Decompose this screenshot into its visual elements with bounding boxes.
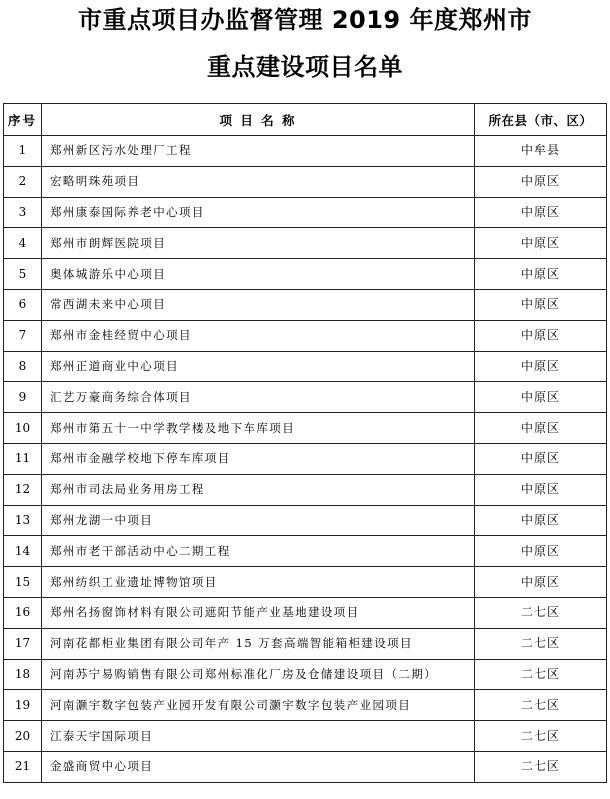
row-index: 10 [4, 413, 42, 444]
table-row [4, 721, 607, 752]
row-county: 中原区 [475, 567, 607, 598]
row-county: 中原区 [475, 166, 607, 197]
table-row [4, 751, 607, 782]
row-county: 二七区 [475, 690, 607, 721]
row-project-name: 汇艺万豪商务综合体项目 [42, 382, 475, 413]
table-row [4, 628, 607, 659]
table-row [4, 351, 607, 382]
row-project-name: 宏略明珠苑项目 [42, 166, 475, 197]
header-index: 序号 [4, 104, 42, 136]
row-county: 中原区 [475, 474, 607, 505]
row-county: 中原区 [475, 197, 607, 228]
title-line-2: 重点建设项目名单 [207, 53, 403, 81]
row-index: 8 [4, 351, 42, 382]
table-row [4, 320, 607, 351]
table-row [4, 382, 607, 413]
table-row [4, 413, 607, 444]
table-row [4, 567, 607, 598]
row-project-name: 郑州市司法局业务用房工程 [42, 474, 475, 505]
row-county: 中原区 [475, 443, 607, 474]
table-row [4, 136, 607, 167]
row-index: 5 [4, 259, 42, 290]
row-index: 9 [4, 382, 42, 413]
row-index: 7 [4, 320, 42, 351]
project-table [3, 103, 607, 783]
table-row [4, 443, 607, 474]
row-project-name: 郑州纺织工业遗址博物馆项目 [42, 567, 475, 598]
row-county: 二七区 [475, 659, 607, 690]
table-row [4, 505, 607, 536]
title-line-1: 市重点项目办监督管理 2019 年度郑州市 [77, 6, 532, 34]
table-row [4, 197, 607, 228]
row-project-name: 郑州新区污水处理厂工程 [42, 136, 475, 167]
row-county: 二七区 [475, 628, 607, 659]
row-index: 1 [4, 136, 42, 167]
row-project-name: 金盛商贸中心项目 [42, 751, 475, 782]
row-index: 6 [4, 289, 42, 320]
table-row [4, 289, 607, 320]
row-index: 18 [4, 659, 42, 690]
row-county: 中原区 [475, 320, 607, 351]
header-row [4, 104, 607, 136]
row-index: 11 [4, 443, 42, 474]
header-project-name: 项 目 名 称 [42, 104, 475, 136]
row-project-name: 奥体城游乐中心项目 [42, 259, 475, 290]
table-row [4, 597, 607, 628]
row-county: 中原区 [475, 289, 607, 320]
row-index: 13 [4, 505, 42, 536]
row-project-name: 郑州名扬窗饰材料有限公司遮阳节能产业基地建设项目 [42, 597, 475, 628]
row-project-name: 郑州市朗辉医院项目 [42, 228, 475, 259]
row-county: 二七区 [475, 597, 607, 628]
table-row [4, 659, 607, 690]
row-county: 二七区 [475, 721, 607, 752]
row-project-name: 郑州市金桂经贸中心项目 [42, 320, 475, 351]
row-index: 17 [4, 628, 42, 659]
row-index: 3 [4, 197, 42, 228]
table-row [4, 474, 607, 505]
row-project-name: 河南花都柜业集团有限公司年产 15 万套高端智能箱柜建设项目 [42, 628, 475, 659]
row-project-name: 郑州市第五十一中学教学楼及地下车库项目 [42, 413, 475, 444]
row-county: 中牟县 [475, 136, 607, 167]
row-project-name: 河南灏宇数字包装产业园开发有限公司灏宇数字包装产业园项目 [42, 690, 475, 721]
row-project-name: 江泰天宇国际项目 [42, 721, 475, 752]
row-county: 中原区 [475, 505, 607, 536]
row-index: 21 [4, 751, 42, 782]
row-index: 19 [4, 690, 42, 721]
row-index: 2 [4, 166, 42, 197]
table-row [4, 166, 607, 197]
row-index: 14 [4, 536, 42, 567]
header-county: 所在县（市、区） [475, 104, 607, 136]
row-county: 二七区 [475, 751, 607, 782]
row-index: 4 [4, 228, 42, 259]
row-project-name: 郑州龙湖一中项目 [42, 505, 475, 536]
table-row [4, 536, 607, 567]
row-project-name: 郑州市老干部活动中心二期工程 [42, 536, 475, 567]
row-project-name: 常西湖未来中心项目 [42, 289, 475, 320]
row-county: 中原区 [475, 382, 607, 413]
row-project-name: 河南苏宁易购销售有限公司郑州标准化厂房及仓储建设项目（二期） [42, 659, 475, 690]
row-county: 中原区 [475, 413, 607, 444]
table-header [4, 104, 607, 136]
row-index: 12 [4, 474, 42, 505]
row-county: 中原区 [475, 536, 607, 567]
row-county: 中原区 [475, 351, 607, 382]
table-row [4, 690, 607, 721]
row-index: 15 [4, 567, 42, 598]
row-county: 中原区 [475, 259, 607, 290]
table-row [4, 228, 607, 259]
table-row [4, 259, 607, 290]
row-project-name: 郑州康泰国际养老中心项目 [42, 197, 475, 228]
row-index: 20 [4, 721, 42, 752]
row-project-name: 郑州市金融学校地下停车库项目 [42, 443, 475, 474]
row-county: 中原区 [475, 228, 607, 259]
row-index: 16 [4, 597, 42, 628]
row-project-name: 郑州正道商业中心项目 [42, 351, 475, 382]
table-body [4, 136, 607, 783]
